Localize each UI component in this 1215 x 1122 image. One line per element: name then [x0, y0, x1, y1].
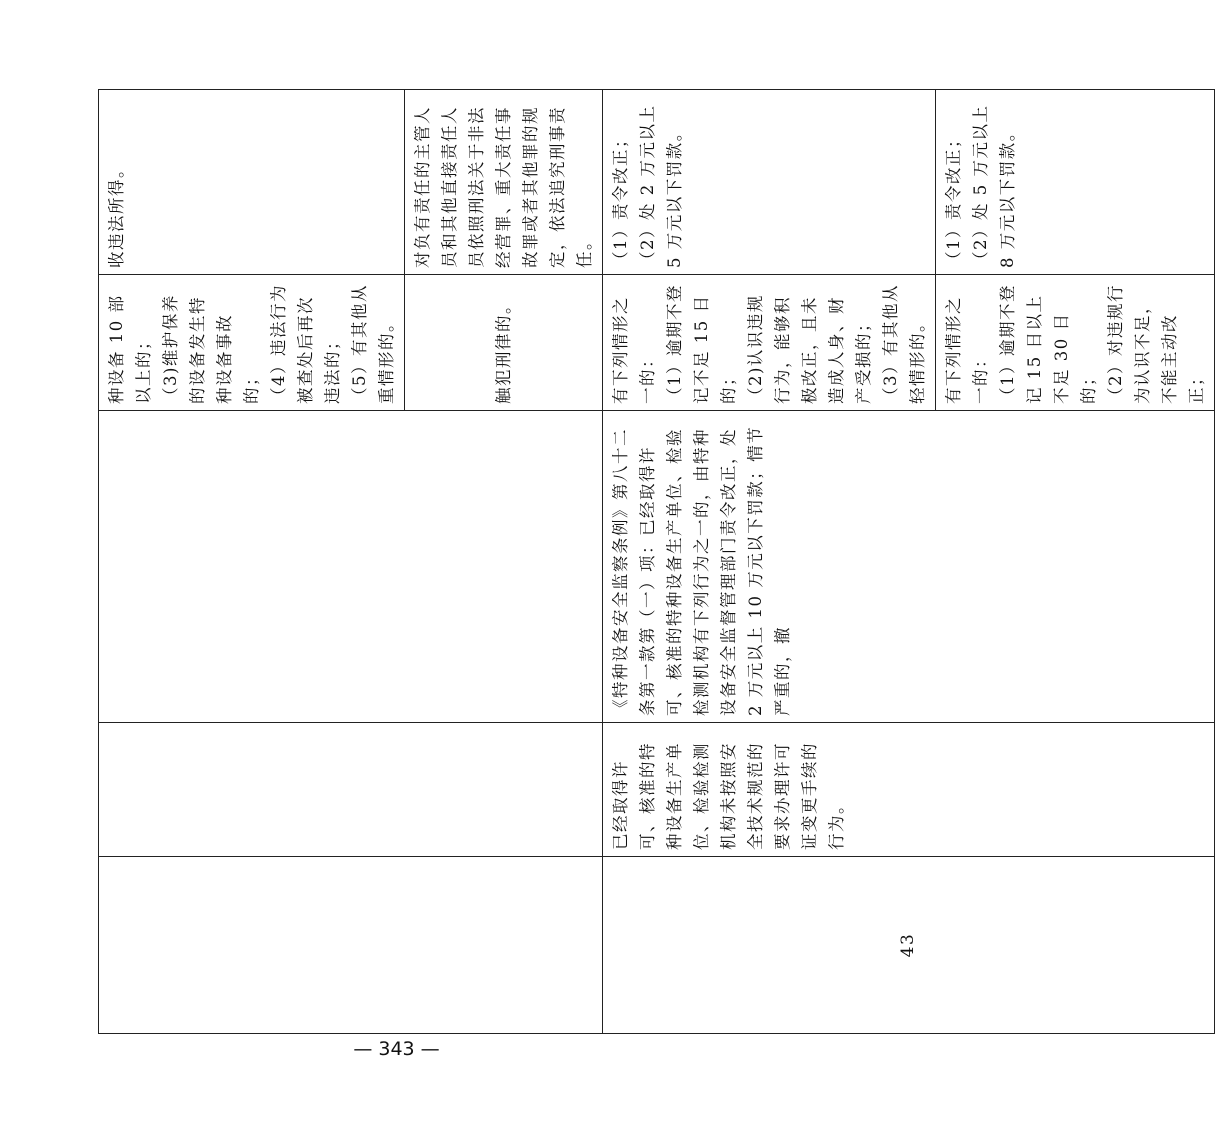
circumstance-cell — [936, 275, 1215, 411]
circumstance-line: （1）逾期不登记不足 15 日的； — [665, 284, 738, 404]
penalty-line: （2）处 5 万元以上 8 万元以下罚款。 — [971, 104, 1017, 268]
rotated-table-page — [98, 90, 1206, 1034]
circumstance-line: （5）有其他从重情形的。 — [350, 284, 396, 404]
legal-basis-cell — [99, 411, 603, 723]
circumstance-line: 有下列情形之一的： — [944, 296, 990, 404]
circumstance-line: （1）逾期不登记 15 日以上不足 30 日的； — [998, 284, 1098, 404]
seq-cell — [99, 857, 603, 1034]
circumstance-cell — [99, 275, 405, 411]
circumstance-line: （3）有其他从轻情形的。 — [881, 284, 927, 404]
penalty-cell — [936, 90, 1215, 275]
circumstance-line: （4）违法行为被查处后再次违法的； — [269, 284, 342, 404]
circumstance-line: 种设备 10 部以上的； — [107, 294, 153, 404]
penalty-standard-table — [98, 89, 1215, 1034]
penalty-line: （2）处 2 万元以上 5 万元以下罚款。 — [638, 104, 684, 268]
penalty-line: （1）责令改正； — [611, 130, 630, 268]
table-row — [99, 90, 405, 1034]
violation-cell: 已经取得许可、核准的特种设备生产单 位、检验检测机构未按照安全技术规范的要求办理许可证变更手续的行为。 — [603, 723, 1215, 857]
circumstance-line: 有下列情形之一的： — [611, 296, 657, 404]
penalty-cell — [603, 90, 936, 275]
page-number: — 343 — — [353, 1038, 440, 1060]
circumstance-cell — [603, 275, 936, 411]
penalty-line: （1）责令改正； — [944, 130, 963, 268]
violation-cell — [99, 723, 603, 857]
circumstance-line: （2）对违规行为认识不足，不能主动改正； — [1106, 284, 1206, 404]
legal-basis-cell: 《特种设备安全监察条例》第八十二条第一款第（一）项：已经取得许可、核准的特种设备生产单位、检验检测机构有下列行为之一的，由特种设备安全监督管理部门责令改正，处 2 万元以上 10 万元以下罚款；情节严重的，撤 — [603, 411, 1215, 723]
penalty-cell: 对负有责任的主管人员和其他直接责任人员依照刑法关于非法经营罪、重大责任事故罪或者其他罪的规定，依法追究刑事责任。 — [405, 90, 603, 275]
circumstance-cell: 触犯刑律的。 — [405, 275, 603, 411]
circumstance-line: （2)认识违规行为，能够积极改正，且未造成人身、财产受损的； — [746, 294, 873, 404]
penalty-cell: 收违法所得。 — [99, 90, 405, 275]
seq-cell: 43 — [603, 857, 1215, 1034]
table-row — [603, 90, 936, 1034]
circumstance-line: （3)维护保养的设备发生特种设备事故的； — [161, 294, 261, 404]
